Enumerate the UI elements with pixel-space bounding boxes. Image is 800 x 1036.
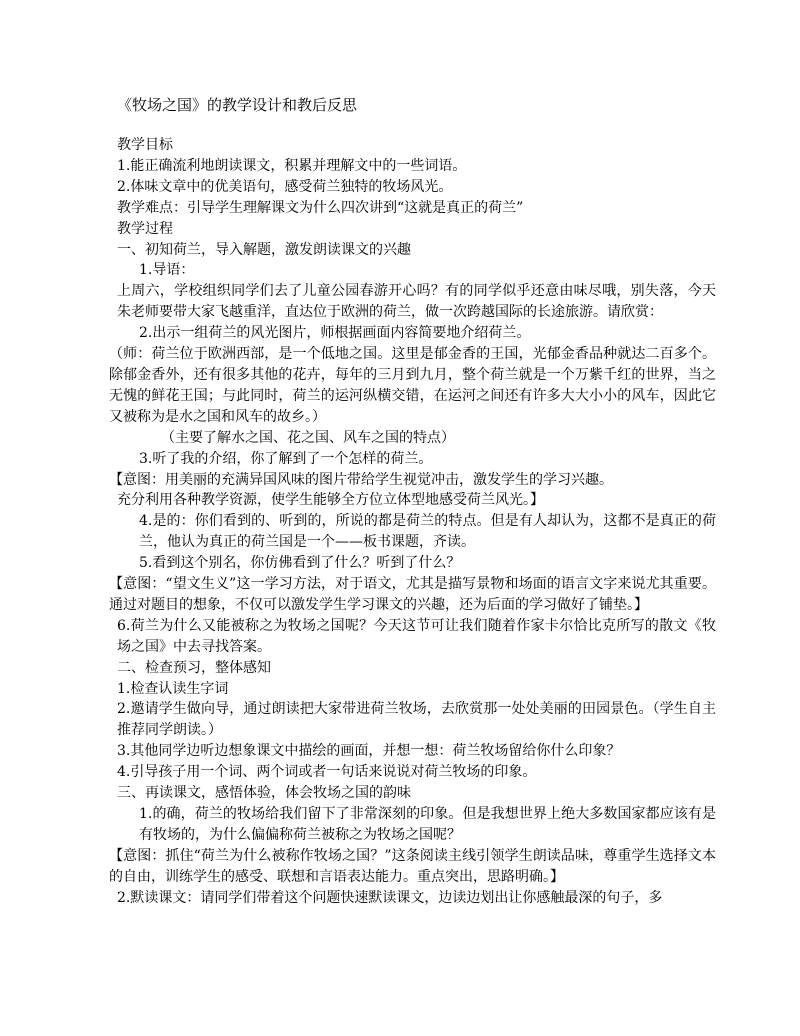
paragraph-line: 1.导语： xyxy=(139,262,195,279)
document-title: 《牧场之国》的教学设计和教后反思 xyxy=(117,96,358,114)
paragraph-line: 教学过程 xyxy=(117,220,173,237)
paragraph-line: 一、初知荷兰，导入解题，激发朗读课文的兴趣 xyxy=(117,241,411,258)
paragraph-line: 4.引导孩子用一个词、两个词或者一句话来说说对荷兰牧场的印象。 xyxy=(117,764,537,781)
paragraph-line: 三、再读课文，感悟体验，体会牧场之国的韵味 xyxy=(117,785,411,802)
paragraph-line: 2.默读课文：请同学们带着这个问题快速默读课文，边读边划出让你感触最深的句子，多 xyxy=(117,889,663,906)
paragraph-line: （师：荷兰位于欧洲西部，是一个低地之国。这里是郁金香的王国，光郁金香品种就达二百多个。除郁金香外，还有很多其他的花卉，每年的三月到九月，整个荷兰就是一个万紫千红的世界，当之无愧的鲜花王国；与此同时，荷兰的运河纵横交错，在运河之间还有许多大大小小的风车，因此它又被称为是水之国和风车的故乡。） xyxy=(109,346,716,425)
paragraph-line: 2.邀请学生做向导，通过朗读把大家带进荷兰牧场，去欣赏那一处处美丽的田园景色。（学生自主推荐同学朗读。） xyxy=(117,701,716,739)
paragraph-line: 5.看到这个别名，你仿佛看到了什么？听到了什么？ xyxy=(139,555,461,572)
paragraph-line: 4.是的：你们看到的、听到的，所说的都是荷兰的特点。但是有人却认为，这都不是真正的荷兰，他认为真正的荷兰国是一个——板书课题，齐读。 xyxy=(139,513,716,551)
document-body xyxy=(109,135,716,909)
paragraph-line: 二、检查预习，整体感知 xyxy=(117,659,271,676)
paragraph-line: （主要了解水之国、花之国、风车之国的特点） xyxy=(161,429,455,446)
paragraph-line: 2.体味文章中的优美语句，感受荷兰独特的牧场风光。 xyxy=(117,178,453,195)
paragraph-line: 充分利用各种教学资源，使学生能够全方位立体型地感受荷兰风光。】 xyxy=(117,492,544,509)
paragraph-line: 1.检查认读生字词 xyxy=(117,680,229,697)
paragraph-line: 1.能正确流利地朗读课文，积累并理解文中的一些词语。 xyxy=(117,157,467,174)
paragraph-line: 教学难点：引导学生理解课文为什么四次讲到“这就是真正的荷兰” xyxy=(117,199,524,216)
paragraph-line: 3.听了我的介绍，你了解到了一个怎样的荷兰。 xyxy=(139,450,433,467)
paragraph-line: 教学目标 xyxy=(117,137,173,153)
paragraph-line: 1.的确，荷兰的牧场给我们留下了非常深刻的印象。但是我想世界上绝大多数国家都应该有是有牧场的，为什么偏偏称荷兰被称之为牧场之国呢？ xyxy=(139,806,716,843)
paragraph-line: 【意图：“望文生义”这一学习方法，对于语文，尤其是描写景物和场面的语言文字来说尤其重要。通过对题目的想象，不仅可以激发学生学习课文的兴趣，还为后面的学习做好了铺垫。】 xyxy=(109,576,716,613)
paragraph-line: 3.其他同学边听边想象课文中描绘的画面，并想一想：荷兰牧场留给你什么印象？ xyxy=(117,743,621,760)
paragraph-line: 上周六，学校组织同学们去了儿童公园春游开心吗？有的同学似乎还意由味尽哦，别失落，今天朱老师要带大家飞越重洋，直达位于欧洲的荷兰，做一次跨越国际的长途旅游。请欣赏： xyxy=(117,283,716,321)
paragraph-line: 【意图：用美丽的充满异国风味的图片带给学生视觉冲击，激发学生的学习兴趣。 xyxy=(109,471,613,488)
paragraph-line: 2.出示一组荷兰的风光图片，师根据画面内容简要地介绍荷兰。 xyxy=(139,325,531,342)
paragraph-line: 【意图：抓住“荷兰为什么被称作牧场之国？”这条阅读主线引领学生朗读品味，尊重学生选择文本的自由，训练学生的感受、联想和言语表达能力。重点突出，思路明确。】 xyxy=(109,847,716,885)
paragraph-line: 6.荷兰为什么又能被称之为牧场之国呢？今天这节可让我们随着作家卡尔恰比克所写的散文《牧场之国》中去寻找答案。 xyxy=(117,617,716,655)
